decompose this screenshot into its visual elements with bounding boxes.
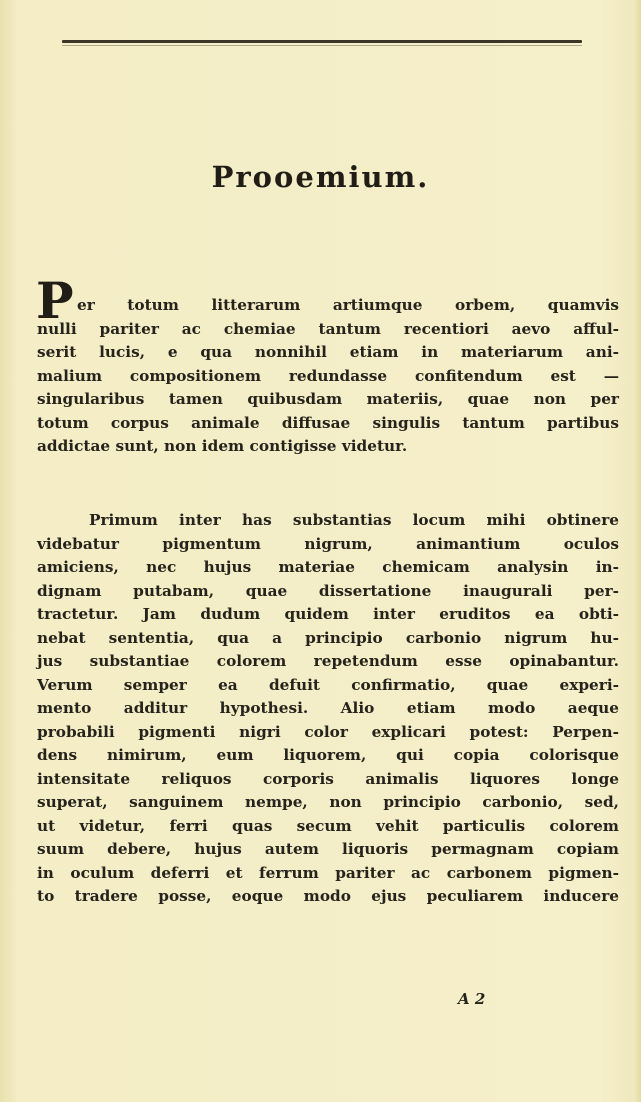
paragraph-2 [37, 509, 619, 909]
text-line: singularibus tamen quibusdam materiis, quae non per [37, 390, 619, 408]
top-rule [62, 40, 582, 43]
text-line: suum debere, hujus autem liquoris permagnam copiam [37, 840, 619, 858]
signature-text: A 2 [458, 990, 486, 1008]
text-line: er totum litterarum artiumque orbem, quamvis [77, 296, 619, 314]
text-line: addictae sunt, non idem contigisse videtur. [37, 437, 408, 455]
text-line: dens nimirum, eum liquorem, qui copia colorisque [37, 746, 619, 764]
text-line: to tradere posse, eoque modo ejus peculiarem inducere [37, 887, 619, 905]
text-line: Primum inter has substantias locum mihi obtinere [89, 511, 619, 529]
text-line: dignam putabam, quae dissertatione inaugurali per- [37, 581, 619, 600]
text-line: ut videtur, ferri quas secum vehit particulis colorem [37, 816, 619, 835]
text-line: nebat sententia, qua a principio carbonio nigrum hu- [37, 628, 619, 647]
text-line: superat, sanguinem nempe, non principio carbonio, sed, [37, 793, 619, 811]
text-line: mento additur hypothesi. Alio etiam modo aeque [37, 699, 619, 717]
drop-cap: P [36, 271, 74, 330]
text-line: Verum semper ea defuit confirmatio, quae experi- [37, 675, 619, 694]
text-line: videbatur pigmentum nigrum, animantium oculos [37, 534, 619, 553]
text-line: intensitate reliquos corporis animalis liquores longe [37, 769, 619, 788]
text-line: totum corpus animale diffusae singulis tantum partibus [37, 413, 619, 432]
text-line: nulli pariter ac chemiae tantum recentiori aevo afful- [37, 319, 619, 338]
page-edge [635, 0, 641, 1102]
paragraph-1 [37, 294, 619, 459]
text-line: in oculum deferri et ferrum pariter ac carbonem pigmen- [37, 863, 619, 882]
text-line: amiciens, nec hujus materiae chemicam analysin in- [37, 558, 619, 576]
page-title: Prooemium. [211, 160, 430, 194]
text-line: malium compositionem redundasse confitendum est — [37, 366, 619, 385]
top-rule-shadow [62, 45, 582, 46]
text-line: probabili pigmenti nigri color explicari potest: Perpen- [37, 722, 619, 741]
text-line: jus substantiae colorem repetendum esse opinabantur. [37, 652, 619, 670]
text-line: serit lucis, e qua nonnihil etiam in materiarum ani- [37, 343, 619, 361]
text-line: tractetur. Jam dudum quidem inter eruditos ea obti- [37, 605, 619, 623]
